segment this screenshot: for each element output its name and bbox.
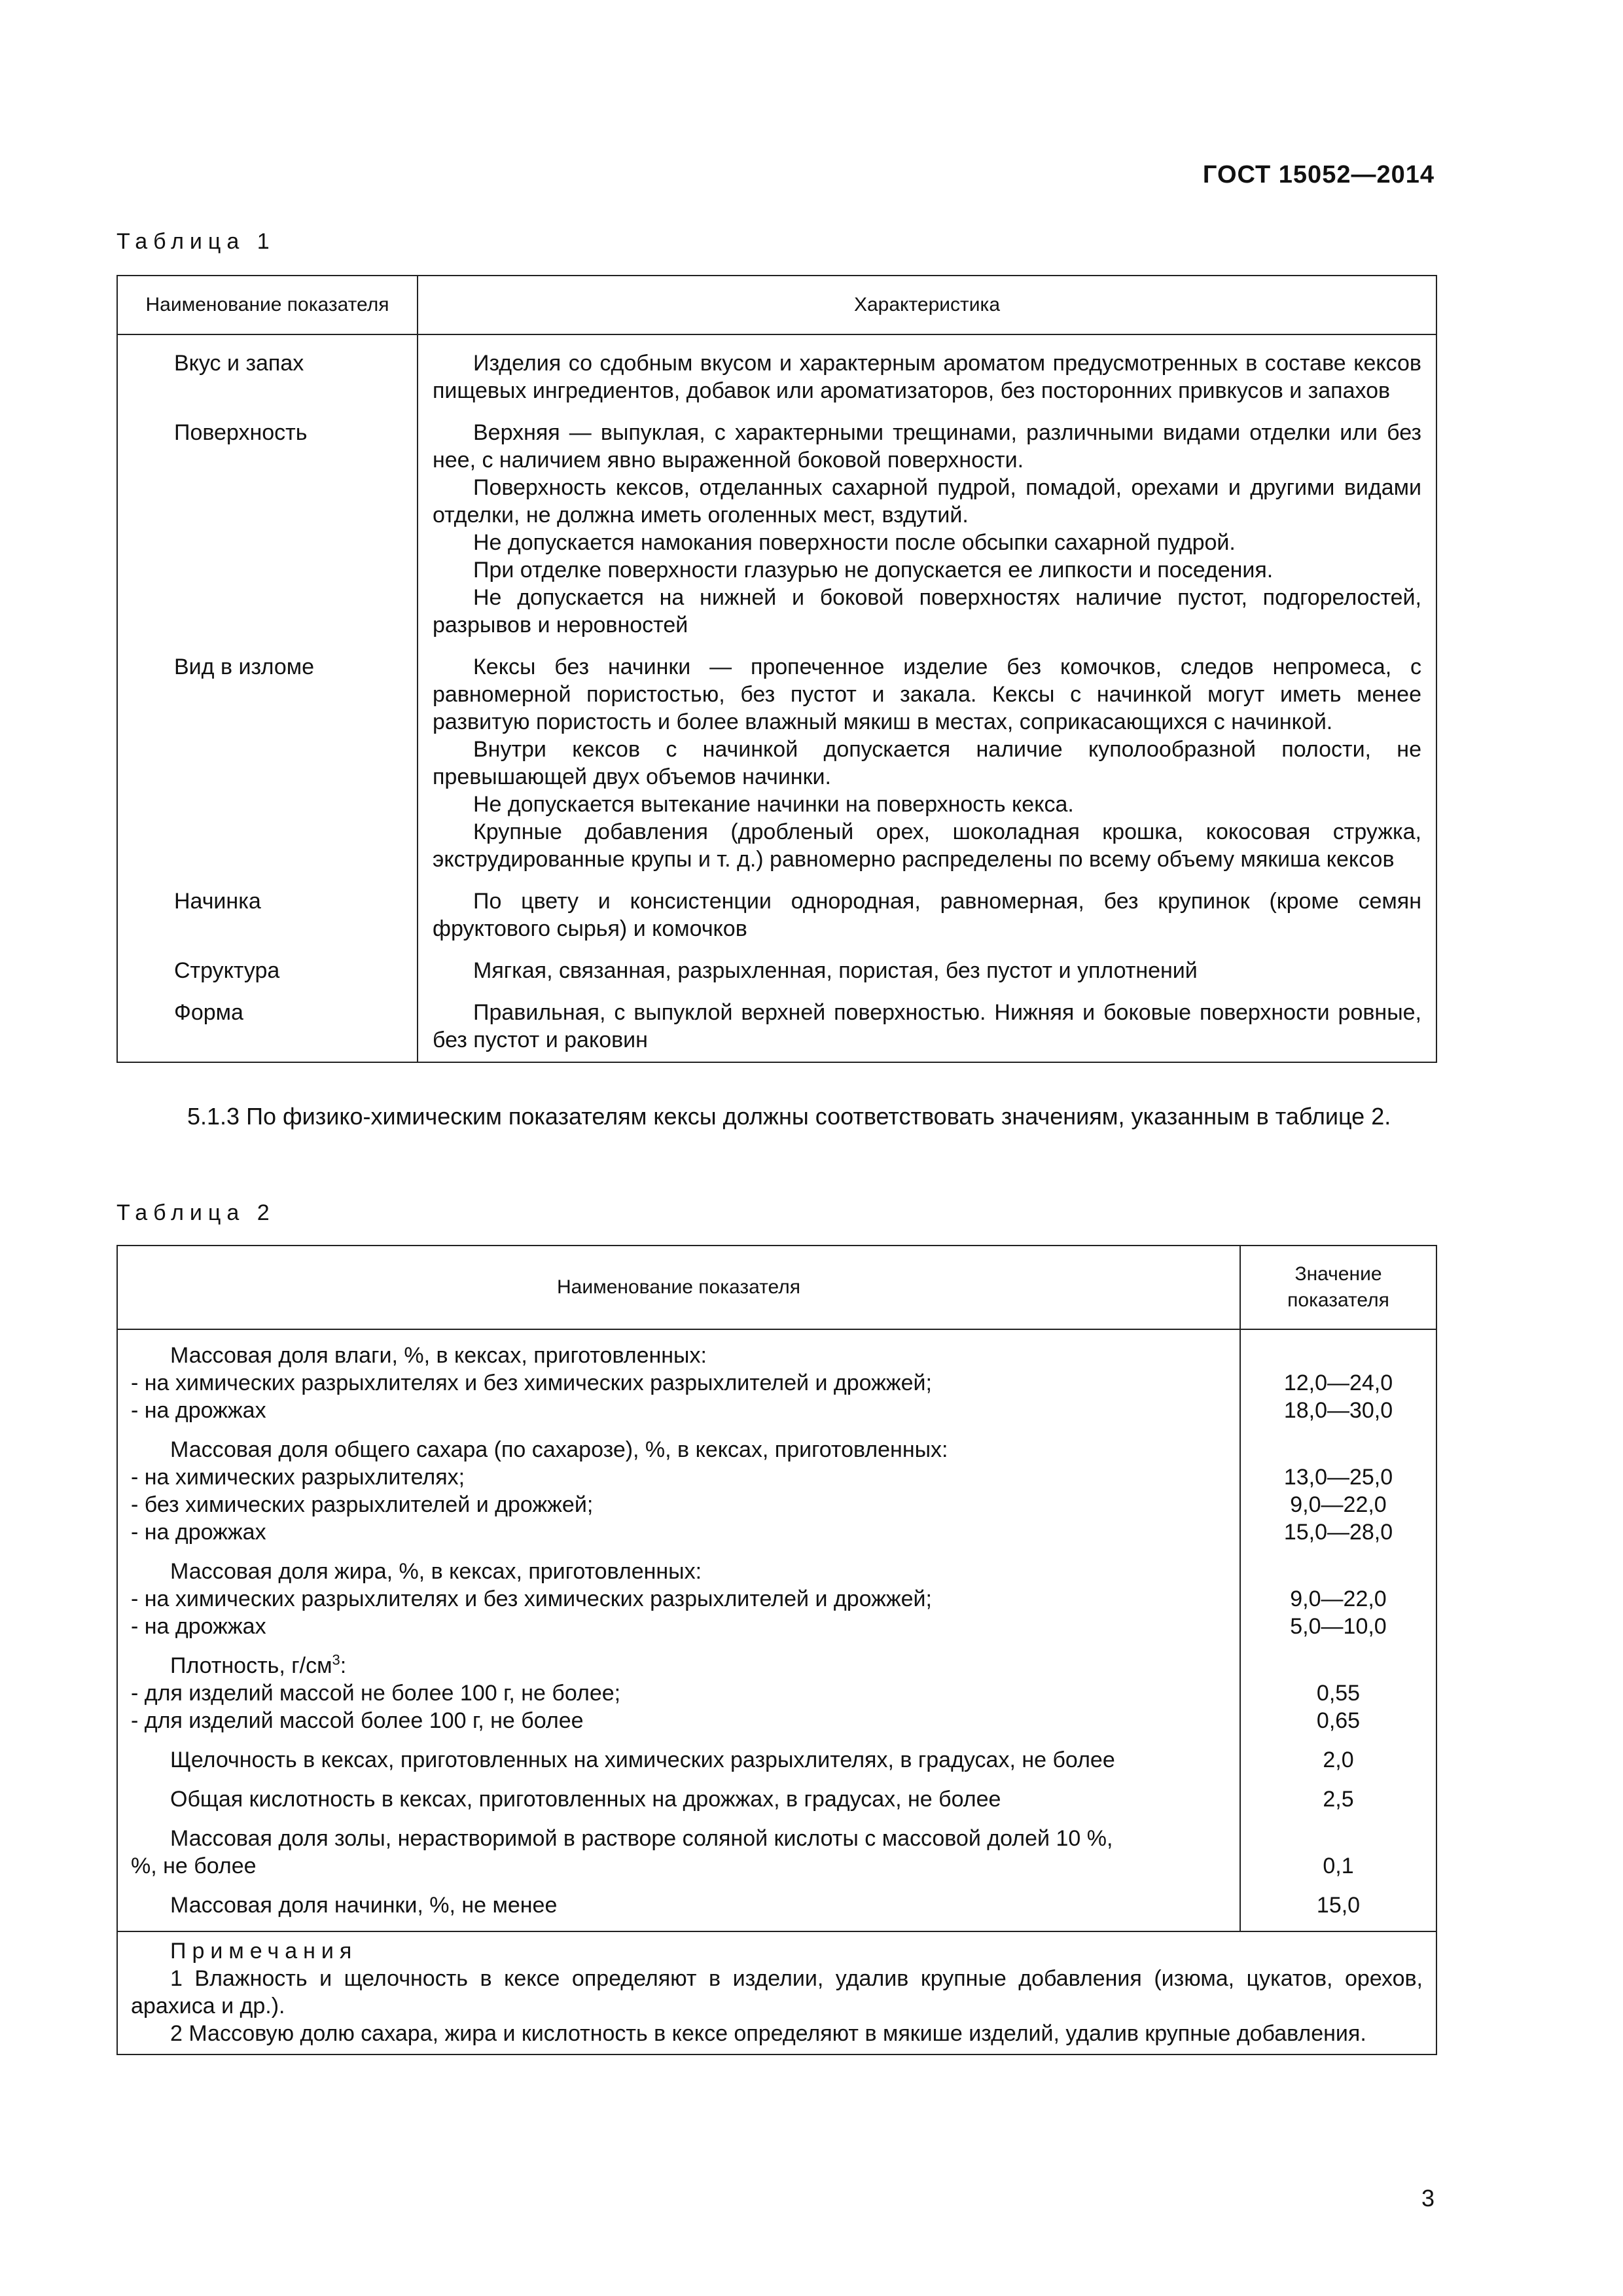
- characteristic-text: Мягкая, связанная, разрыхленная, пористая, без пустот и уплотнений: [473, 958, 1198, 983]
- characteristic-text: Правильная, с выпуклой верхней поверхностью. Нижняя и боковые поверхности ровные, без пустот и раковин: [433, 1000, 1421, 1052]
- characteristic-text: По цвету и консистенции однородная, равномерная, без крупинок (кроме семян фруктового сырья) и комочков: [433, 889, 1421, 941]
- indicator: [117, 1551, 1240, 1645]
- characteristic-text: Крупные добавления (дробленый орех, шоколадная крошка, кокосовая стружка, экструдированные крупы и т. д.) равномерно распределены по всему объему мякиша кексов: [433, 819, 1421, 872]
- value: 13,0—25,0: [1283, 1465, 1393, 1490]
- indicator-name: Вид в изломе: [117, 647, 418, 881]
- indicator-lead: Массовая доля общего сахара (по сахарозе), %, в кексах, приготовленных:: [170, 1437, 948, 1462]
- indicator: [117, 1885, 1240, 1931]
- table2-caption: Таблица 2: [116, 1200, 276, 1225]
- table-row: [117, 1429, 1436, 1551]
- table2-header-name: Наименование показателя: [117, 1246, 1240, 1329]
- table-row: [117, 412, 1436, 647]
- indicator-lead: Массовая доля жира, %, в кексах, приготовленных:: [170, 1559, 702, 1584]
- indicator-sub: - на химических разрыхлителях и без химических разрыхлителей и дрожжей;: [131, 1371, 932, 1395]
- characteristic-text: Поверхность кексов, отделанных сахарной пудрой, помадой, орехами и другими видами отделки, не должна иметь оголенных мест, вздутий.: [433, 475, 1421, 528]
- table2-header-value: Значение показателя: [1240, 1246, 1436, 1329]
- characteristic: [418, 334, 1436, 412]
- characteristic-text: Не допускается на нижней и боковой поверхностях наличие пустот, подгорелостей, разрывов и неровностей: [433, 585, 1421, 637]
- note: 1 Влажность и щелочность в кексе определяют в изделии, удалив крупные добавления (изюма, цукатов, орехов, арахиса и др.).: [131, 1966, 1423, 2018]
- value: 2,0: [1323, 1748, 1354, 1772]
- table-row: [117, 1645, 1436, 1740]
- density-unit-exponent: 3: [332, 1651, 340, 1668]
- table-row: [117, 881, 1436, 950]
- table-row: [117, 1551, 1436, 1645]
- page-number: 3: [1421, 2185, 1435, 2212]
- table-row: [117, 992, 1436, 1062]
- indicator-sub: %, не более: [131, 1854, 257, 1878]
- indicator-lead: Щелочность в кексах, приготовленных на химических разрыхлителях, в градусах, не более: [170, 1748, 1115, 1772]
- indicator: [117, 1818, 1240, 1885]
- indicator-value: [1240, 1818, 1436, 1885]
- characteristic-text: Верхняя — выпуклая, с характерными трещинами, различными видами отделки или без нее, с наличием явно выраженной боковой поверхности.: [433, 420, 1421, 473]
- value: 9,0—22,0: [1290, 1587, 1387, 1611]
- table-row: [117, 950, 1436, 992]
- document-code: ГОСТ 15052—2014: [1202, 161, 1435, 188]
- characteristic-text: Не допускается вытекание начинки на поверхность кекса.: [473, 792, 1074, 817]
- value: 18,0—30,0: [1283, 1398, 1393, 1423]
- value: 2,5: [1323, 1787, 1354, 1812]
- indicator-name: Поверхность: [117, 412, 418, 647]
- table2: [116, 1245, 1437, 2055]
- indicator-name: Начинка: [117, 881, 418, 950]
- note: 2 Массовую долю сахара, жира и кислотность в кексе определяют в мякише изделий, удалив крупные добавления.: [170, 2021, 1366, 2046]
- value: 15,0: [1316, 1893, 1361, 1918]
- table-notes: [117, 1931, 1436, 2054]
- value: 15,0—28,0: [1283, 1520, 1393, 1545]
- indicator-sub: - для изделий массой не более 100 г, не более;: [131, 1681, 621, 1706]
- table-row: [117, 1885, 1436, 1931]
- table-row: [117, 1779, 1436, 1818]
- indicator: [117, 1429, 1240, 1551]
- indicator-sub: - на дрожжах: [131, 1398, 266, 1423]
- characteristic-text: При отделке поверхности глазурью не допускается ее липкости и поседения.: [473, 558, 1274, 583]
- table-row: [117, 1740, 1436, 1779]
- indicator-value: [1240, 1429, 1436, 1551]
- indicator: [117, 1740, 1240, 1779]
- value: 9,0—22,0: [1290, 1492, 1387, 1517]
- characteristic-text: Изделия со сдобным вкусом и характерным ароматом предусмотренных в составе кексов пищевых ингредиентов, добавок или ароматизаторов, без посторонних привкусов и запахов: [433, 351, 1421, 403]
- value: 0,65: [1316, 1708, 1361, 1733]
- clause-5-1-3: 5.1.3 По физико-химическим показателям кексы должны соответствовать значениям, указанным в таблице 2.: [187, 1103, 1391, 1130]
- table-row: [117, 647, 1436, 881]
- table-notes-row: [117, 1931, 1436, 2054]
- table-row: [117, 1818, 1436, 1885]
- notes-title: Примечания: [170, 1939, 358, 1964]
- indicator-lead: Массовая доля начинки, %, не менее: [170, 1893, 558, 1918]
- value: 12,0—24,0: [1283, 1371, 1393, 1395]
- density-label: Плотность, г/см: [170, 1653, 332, 1678]
- indicator-sub: - на химических разрыхлителях и без химических разрыхлителей и дрожжей;: [131, 1587, 932, 1611]
- indicator: [117, 1779, 1240, 1818]
- indicator: [117, 1329, 1240, 1429]
- characteristic-text: Внутри кексов с начинкой допускается наличие куполообразной полости, не превышающей двух объемов начинки.: [433, 737, 1421, 789]
- indicator-value: [1240, 1885, 1436, 1931]
- indicator-name: Вкус и запах: [117, 334, 418, 412]
- indicator-sub: - без химических разрыхлителей и дрожжей;: [131, 1492, 594, 1517]
- indicator-lead: Массовая доля золы, нерастворимой в растворе соляной кислоты с массовой долей 10 %,: [170, 1826, 1113, 1851]
- characteristic: [418, 647, 1436, 881]
- indicator-value: [1240, 1779, 1436, 1818]
- value: 0,1: [1323, 1854, 1354, 1878]
- indicator-name: Форма: [117, 992, 418, 1062]
- indicator-name: Структура: [117, 950, 418, 992]
- table-row: [117, 334, 1436, 412]
- table1-caption: Таблица 1: [116, 229, 276, 254]
- characteristic: [418, 992, 1436, 1062]
- table1-header-characteristic: Характеристика: [418, 276, 1436, 334]
- indicator-sub: - для изделий массой более 100 г, не более: [131, 1708, 584, 1733]
- characteristic-text: Не допускается намокания поверхности после обсыпки сахарной пудрой.: [473, 530, 1236, 555]
- table1: [116, 275, 1437, 1063]
- value: 5,0—10,0: [1290, 1614, 1387, 1639]
- characteristic-text: Кексы без начинки — пропеченное изделие без комочков, следов непромеса, с равномерной пористостью, без пустот и закала. Кексы с начинкой могут иметь менее развитую пористость и более влажный мякиш в местах, соприкасающихся с начинкой.: [433, 655, 1421, 734]
- indicator-value: [1240, 1551, 1436, 1645]
- characteristic: [418, 881, 1436, 950]
- indicator-sub: - на химических разрыхлителях;: [131, 1465, 465, 1490]
- indicator-sub: - на дрожжах: [131, 1614, 266, 1639]
- value: 0,55: [1316, 1681, 1361, 1706]
- indicator: [117, 1645, 1240, 1740]
- indicator-sub: - на дрожжах: [131, 1520, 266, 1545]
- characteristic: [418, 950, 1436, 992]
- indicator-lead: Массовая доля влаги, %, в кексах, приготовленных:: [170, 1343, 707, 1368]
- indicator-value: [1240, 1329, 1436, 1429]
- indicator-value: [1240, 1645, 1436, 1740]
- indicator-value: [1240, 1740, 1436, 1779]
- table1-header-name: Наименование показателя: [117, 276, 418, 334]
- indicator-lead: [131, 1652, 1226, 1679]
- indicator-lead: Общая кислотность в кексах, приготовленных на дрожжах, в градусах, не более: [170, 1787, 1001, 1812]
- characteristic: [418, 412, 1436, 647]
- table-row: [117, 1329, 1436, 1429]
- density-label-tail: :: [340, 1653, 347, 1678]
